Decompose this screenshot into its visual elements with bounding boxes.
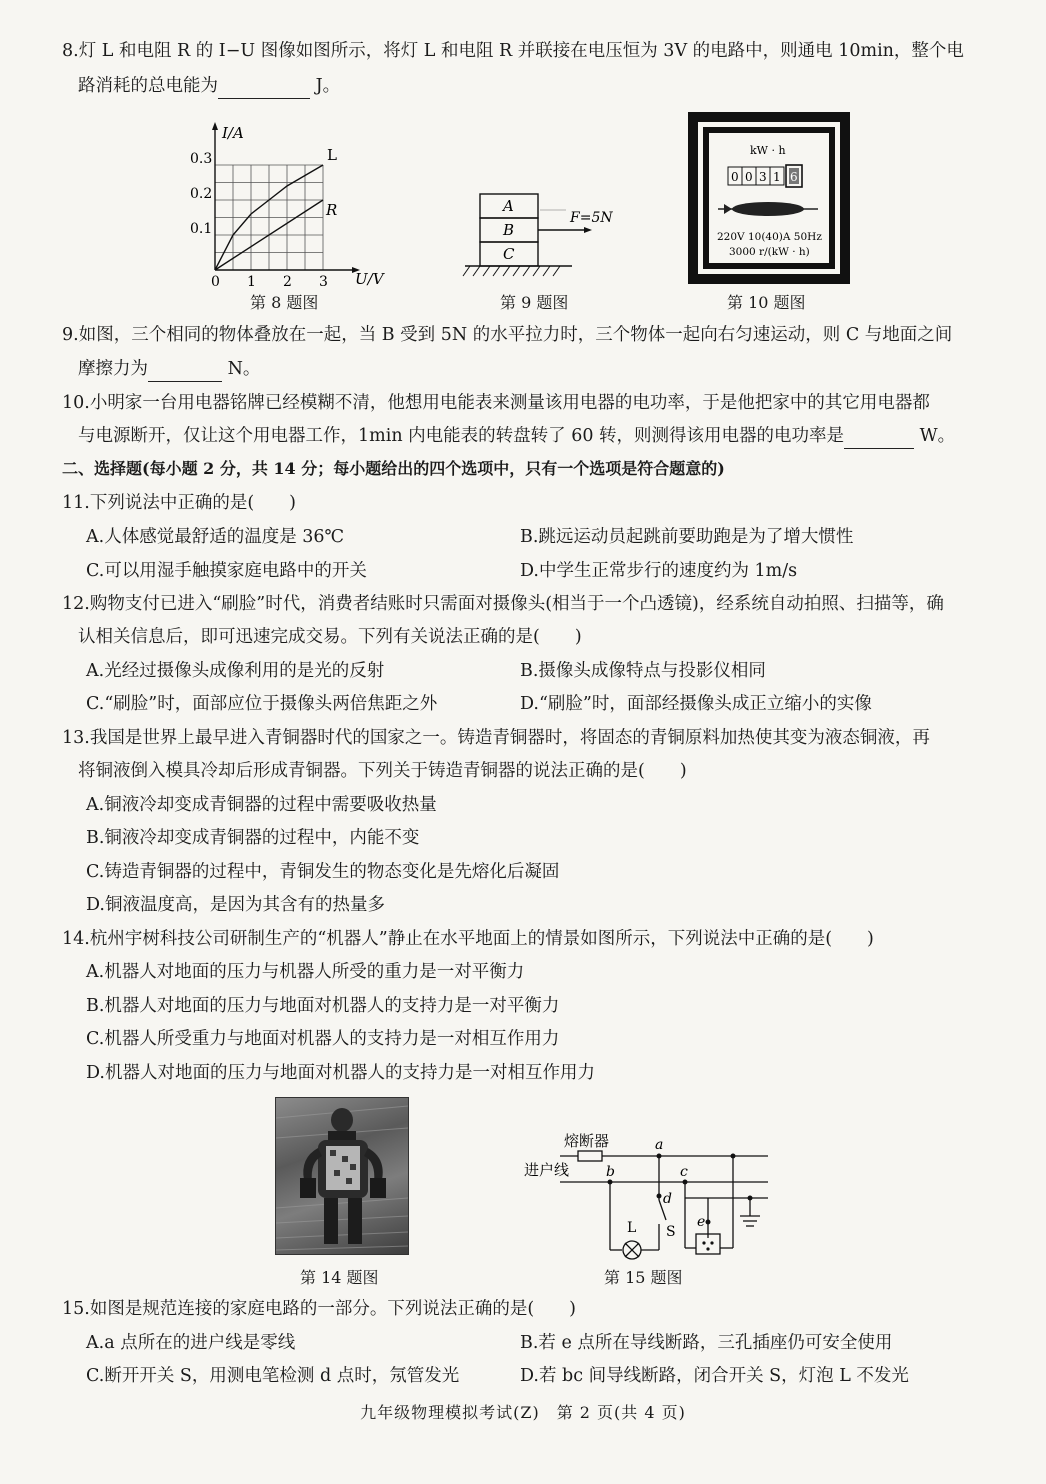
fuse-label: 熔断器 (564, 1132, 610, 1150)
fig9-diagram (460, 190, 620, 290)
ground-hatch (483, 266, 490, 276)
force-arrowhead (584, 227, 592, 233)
ground-hatch (503, 266, 510, 276)
series-L-label: L (327, 146, 337, 164)
meter-digit: 3 (759, 170, 767, 184)
meter-digit-last: 6 (790, 170, 798, 184)
answer-blank[interactable] (218, 78, 310, 99)
q14-stem: 14.杭州宇树科技公司研制生产的“机器人”静止在水平地面上的情景如图所示，下列说法中正确的是( ) (62, 929, 874, 949)
q13-option-d[interactable]: D.铜液温度高，是因为其含有的热量多 (86, 895, 385, 915)
fig14-robot-photo (275, 1097, 409, 1255)
page-footer: 九年级物理模拟考试(Z) 第 2 页(共 4 页) (360, 1403, 686, 1422)
fig10-energy-meter (688, 112, 850, 284)
switch-label: S (666, 1224, 676, 1240)
ground-hatch (553, 266, 560, 276)
ground-hatch (513, 266, 520, 276)
q12-line1: 12.购物支付已进入“刷脸”时代，消费者结账时只需面对摄像头(相当于一个凸透镜)，经系统自动拍照、扫描等，确 (62, 594, 944, 614)
q11-option-c[interactable]: C.可以用湿手触摸家庭电路中的开关 (86, 561, 367, 581)
q10-line1: 10.小明家一台用电器铭牌已经模糊不清，他想用电能表来测量该用电器的电功率，于是他把家中的其它用电器都 (62, 393, 930, 413)
ground-hatch (473, 266, 480, 276)
meter-digit: 0 (745, 170, 753, 184)
lamp-label: L (627, 1220, 637, 1236)
ytick: 0.2 (190, 186, 213, 202)
ground-hatch (543, 266, 550, 276)
fig8-caption: 第 8 题图 (250, 293, 319, 312)
point-b-label: b (606, 1164, 615, 1180)
q15-option-d[interactable]: D.若 bc 间导线断路，闭合开关 S，灯泡 L 不发光 (520, 1366, 909, 1386)
q15-stem: 15.如图是规范连接的家庭电路的一部分。下列说法正确的是( ) (62, 1299, 576, 1319)
q8-line1: 8.灯 L 和电阻 R 的 I−U 图像如图所示，将灯 L 和电阻 R 并联接在电压恒为 3V 的电路中，则通电 10min，整个电 (62, 41, 964, 61)
q14-option-d[interactable]: D.机器人对地面的压力与地面对机器人的支持力是一对相互作用力 (86, 1063, 595, 1083)
q14-option-c[interactable]: C.机器人所受重力与地面对机器人的支持力是一对相互作用力 (86, 1029, 560, 1049)
q13-option-c[interactable]: C.铸造青铜器的过程中，青铜发生的物态变化是先熔化后凝固 (86, 862, 560, 882)
robot-silhouette (276, 1098, 408, 1254)
q9-line1: 9.如图，三个相同的物体叠放在一起，当 B 受到 5N 的水平拉力时，三个物体一起向右匀速运动，则 C 与地面之间 (62, 325, 953, 345)
meter-digit: 0 (731, 170, 739, 184)
ytick: 0.3 (190, 151, 213, 167)
block-B-label: B (503, 221, 515, 239)
meter-digit: 1 (773, 170, 781, 184)
q13-line1: 13.我国是世界上最早进入青铜器时代的国家之一。铸造青铜器时，将固态的青铜原料加热使其变为液态铜液，再 (62, 728, 930, 748)
xtick: 1 (247, 274, 256, 290)
answer-blank[interactable] (148, 361, 222, 382)
q12-option-d[interactable]: D.“刷脸”时，面部经摄像头成正立缩小的实像 (520, 694, 872, 714)
ground-hatch (463, 266, 470, 276)
ground-hatch (493, 266, 500, 276)
q11-option-a[interactable]: A.人体感觉最舒适的温度是 36℃ (86, 527, 345, 547)
q11-stem: 11.下列说法中正确的是( ) (62, 493, 296, 513)
fig8-chart (180, 118, 400, 290)
block-C-label: C (503, 245, 515, 263)
meter-spec-1: 220V 10(40)A 50Hz (717, 231, 822, 243)
section-2-heading: 二、选择题(每小题 2 分，共 14 分；每小题给出的四个选项中，只有一个选项是符合题意的) (62, 459, 725, 478)
q14-option-a[interactable]: A.机器人对地面的压力与机器人所受的重力是一对平衡力 (86, 962, 525, 982)
xtick: 0 (211, 274, 220, 290)
block-A-label: A (503, 197, 514, 215)
point-a-label: a (655, 1137, 664, 1153)
ground-hatch (523, 266, 530, 276)
series-R-label: R (326, 201, 338, 219)
q8-line2: 路消耗的总电能为 J。 (78, 73, 340, 99)
fig14-caption: 第 14 题图 (300, 1268, 379, 1287)
point-c-label: c (680, 1164, 688, 1180)
fuse-symbol (578, 1151, 602, 1161)
q12-line2: 认相关信息后，即可迅速完成交易。下列有关说法正确的是( ) (78, 627, 582, 647)
q11-option-b[interactable]: B.跳远运动员起跳前要助跑是为了增大惯性 (520, 527, 854, 547)
q13-line2: 将铜液倒入模具冷却后形成青铜器。下列关于铸造青铜器的说法正确的是( ) (78, 761, 687, 781)
fig15-caption: 第 15 题图 (604, 1268, 683, 1287)
point-e-label: e (697, 1214, 706, 1230)
point-d-label: d (663, 1191, 672, 1207)
ytick: 0.1 (190, 221, 213, 237)
answer-blank[interactable] (844, 428, 914, 449)
q13-option-a[interactable]: A.铜液冷却变成青铜器的过程中需要吸收热量 (86, 795, 437, 815)
q14-option-b[interactable]: B.机器人对地面的压力与地面对机器人的支持力是一对平衡力 (86, 996, 560, 1016)
q15-option-a[interactable]: A.a 点所在的进户线是零线 (86, 1333, 296, 1353)
q12-option-b[interactable]: B.摄像头成像特点与投影仪相同 (520, 661, 766, 681)
fig10-caption: 第 10 题图 (727, 293, 806, 312)
q10-line2: 与电源断开，仅让这个用电器工作，1min 内电能表的转盘转了 60 转，则测得该用电器的电功率是 W。 (78, 423, 955, 449)
meter-spec-2: 3000 r/(kW · h) (729, 246, 810, 258)
q12-option-a[interactable]: A.光经过摄像头成像利用的是光的反射 (86, 661, 385, 681)
xtick: 3 (319, 274, 328, 290)
q15-option-b[interactable]: B.若 e 点所在导线断路，三孔插座仍可安全使用 (520, 1333, 893, 1353)
inlet-label: 进户线 (524, 1161, 570, 1179)
force-label: F=5N (570, 210, 613, 226)
fig15-circuit (520, 1128, 780, 1263)
fig9-caption: 第 9 题图 (500, 293, 569, 312)
y-axis-label: I/A (222, 124, 244, 142)
q12-option-c[interactable]: C.“刷脸”时，面部应位于摄像头两倍焦距之外 (86, 694, 438, 714)
q9-line2: 摩擦力为 N。 (78, 356, 260, 382)
ground-hatch (533, 266, 540, 276)
q15-option-c[interactable]: C.断开开关 S，用测电笔检测 d 点时，氖管发光 (86, 1366, 460, 1386)
y-axis-arrow (212, 122, 218, 130)
xtick: 2 (283, 274, 292, 290)
meter-unit: kW · h (750, 144, 786, 157)
q13-option-b[interactable]: B.铜液冷却变成青铜器的过程中，内能不变 (86, 828, 420, 848)
q11-option-d[interactable]: D.中学生正常步行的速度约为 1m/s (520, 561, 798, 581)
x-axis-label: U/V (355, 270, 384, 288)
